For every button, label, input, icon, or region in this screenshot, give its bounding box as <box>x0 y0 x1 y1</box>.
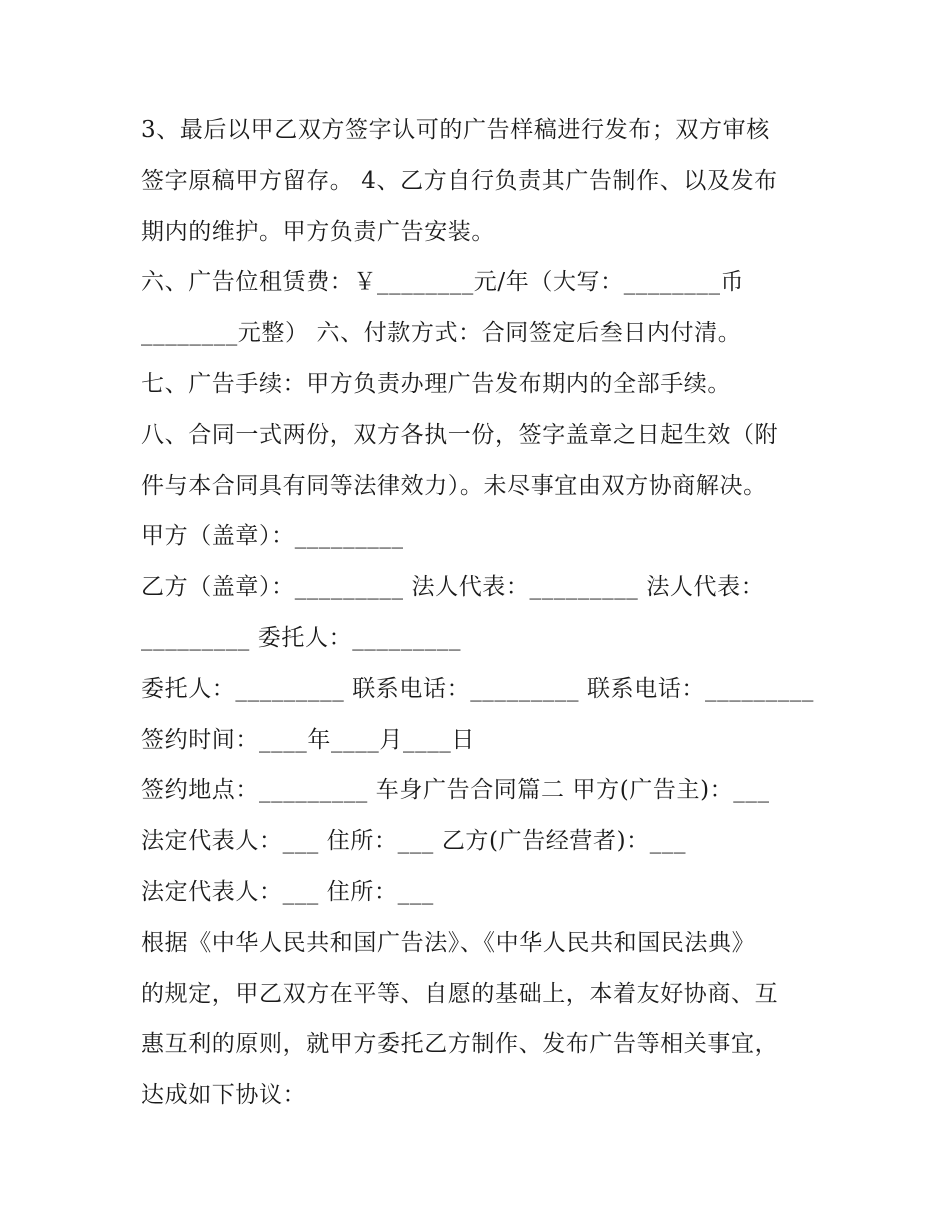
text-line: 达成如下协议： <box>141 1082 307 1109</box>
text-line: 惠互利的原则，就甲方委托乙方制作、发布广告等相关事宜， <box>141 1031 779 1058</box>
text-line: 八、合同一式两份，双方各执一份，签字盖章之日起生效（附 <box>141 421 779 448</box>
text-line: 签字原稿甲方留存。 4、乙方自行负责其广告制作、以及发布 <box>141 167 778 194</box>
text-line: 签约地点：_________ 车身广告合同篇二 甲方(广告主)：___ <box>141 777 770 804</box>
text-line: 乙方（盖章）：_________ 法人代表：_________ 法人代表： <box>141 574 765 601</box>
text-line: 的规定，甲乙双方在平等、自愿的基础上，本着友好协商、互 <box>141 980 779 1007</box>
text-line: 七、广告手续：甲方负责办理广告发布期内的全部手续。 <box>141 370 731 397</box>
text-line: 期内的维护。甲方负责广告安装。 <box>141 218 495 245</box>
text-line: ________元整） 六、付款方式：合同签定后叁日内付清。 <box>141 320 742 347</box>
text-line: 签约时间：____年____月____日 <box>141 726 475 753</box>
text-line: 委托人：_________ 联系电话：_________ 联系电话：_________ <box>141 675 814 702</box>
text-line: 甲方（盖章）：_________ <box>141 523 404 550</box>
text-line: 件与本合同具有同等法律效力）。未尽事宜由双方协商解决。 <box>141 472 767 499</box>
text-line: 法定代表人：___ 住所：___ 乙方(广告经营者)：___ <box>141 828 687 855</box>
text-line: _________ 委托人：_________ <box>141 624 462 651</box>
text-line: 六、广告位租赁费：￥________元/年（大写：________币 <box>141 269 745 296</box>
document-body <box>141 105 813 1121</box>
text-line: 3、最后以甲乙双方签字认可的广告样稿进行发布；双方审核 <box>141 117 770 143</box>
text-line: 法定代表人：___ 住所：___ <box>141 878 434 905</box>
text-line: 根据《中华人民共和国广告法》、《中华人民共和国民法典》 <box>141 929 756 956</box>
